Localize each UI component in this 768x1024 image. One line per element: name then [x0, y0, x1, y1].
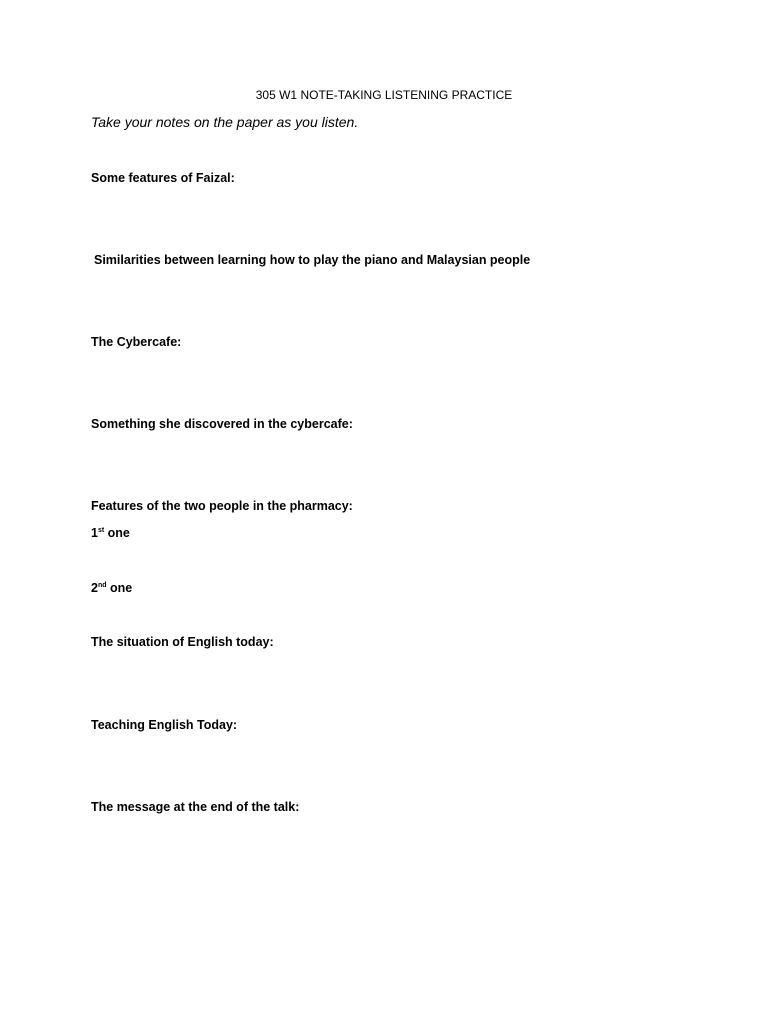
prompt-end-message: The message at the end of the talk: — [91, 800, 300, 814]
second-ordinal-suffix: nd — [97, 581, 107, 589]
prompt-discovery: Something she discovered in the cybercafe: — [91, 417, 353, 431]
prompt-cybercafe: The Cybercafe: — [91, 335, 182, 349]
second-word: one — [106, 581, 133, 595]
first-word: one — [104, 526, 130, 540]
document-title: 305 W1 NOTE-TAKING LISTENING PRACTICE — [255, 88, 513, 102]
prompt-pharmacy: Features of the two people in the pharmacy: — [91, 499, 353, 513]
prompt-similarities: Similarities between learning how to play the piano and Malaysian people — [94, 253, 531, 267]
prompt-second-person — [91, 580, 132, 596]
first-number: 1 — [91, 526, 98, 540]
prompt-teaching-english: Teaching English Today: — [91, 718, 238, 732]
first-ordinal-suffix: st — [97, 526, 105, 534]
second-number: 2 — [91, 581, 98, 595]
prompt-first-person — [91, 525, 130, 541]
prompt-english-situation: The situation of English today: — [91, 635, 274, 649]
prompt-faizal-features: Some features of Faizal: — [91, 171, 235, 185]
instruction-text: Take your notes on the paper as you listen. — [91, 114, 359, 130]
